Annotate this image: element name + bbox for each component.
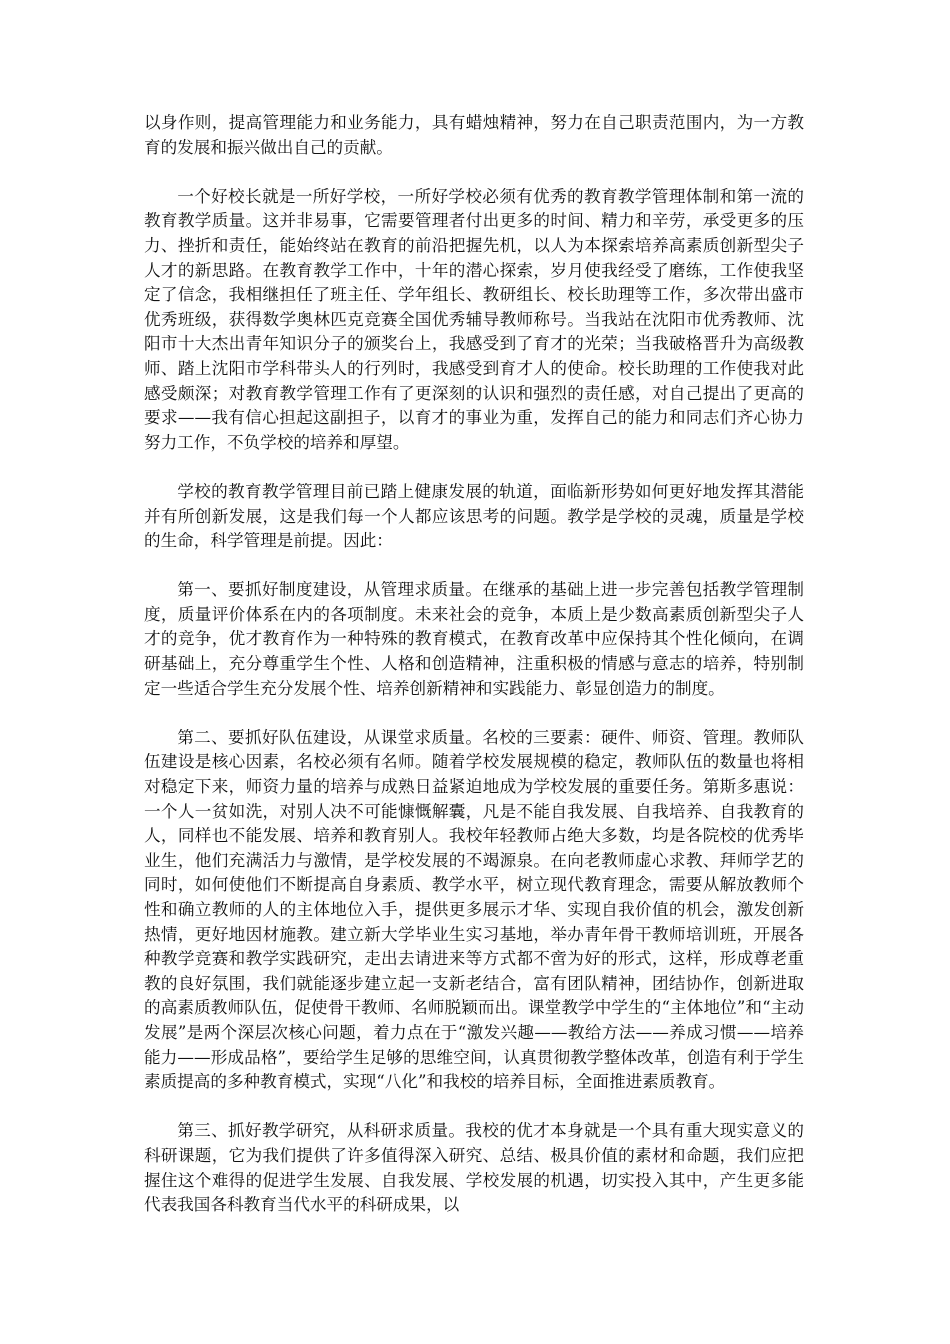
paragraph-5: 第二、要抓好队伍建设，从课堂求质量。名校的三要素：硬件、师资、管理。教师队伍建设是核心因素，名校必须有名师。随着学校发展规模的稳定，教师队伍的数量也将相对稳定下来，师资力量的培养与成熟日益紧迫地成为学校发展的重要任务。第斯多惠说：一个人一贫如洗，对别人决不可能慷慨解囊，凡是不能自我发展、自我培养、自我教育的人，同样也不能发展、培养和教育别人。我校年轻教师占绝大多数，均是各院校的优秀毕业生，他们充满活力与激情，是学校发展的不竭源泉。在向老教师虚心求教、拜师学艺的同时，如何使他们不断提高自身素质、教学水平，树立现代教育理念，需要从解放教师个性和确立教师的人的主体地位入手，提供更多展示才华、实现自我价值的机会，激发创新热情，更好地因材施教。建立新大学毕业生实习基地，举办青年骨干教师培训班，开展各种教学竞赛和教学实践研究，走出去请进来等方式都不啻为好的形式，这样，形成尊老重教的良好氛围，我们就能逐步建立起一支新老结合，富有团队精神，团结协作，创新进取的高素质教师队伍，促使骨干教师、名师脱颖而出。课堂教学中学生的“主体地位”和“主动发展”是两个深层次核心问题，着力点在于“激发兴趣——教给方法——养成习惯——培养能力——形成品格”，要给学生足够的思维空间，认真贯彻教学整体改革，创造有利于学生素质提高的多种教育模式，实现“八化”和我校的培养目标，全面推进素质教育。 [144,727,804,1092]
paragraph-4: 第一、要抓好制度建设，从管理求质量。在继承的基础上进一步完善包括教学管理制度，质量评价体系在内的各项制度。未来社会的竞争，本质上是少数高素质创新型尖子人才的竞争，优才教育作为一种特殊的教育模式，在教育改革中应保持其个性化倾向，在调研基础上，充分尊重学生个性、人格和创造精神，注重积极的情感与意志的培养，特别制定一些适合学生充分发展个性、培养创新精神和实践能力、彰显创造力的制度。 [144,580,804,698]
paragraph-2: 一个好校长就是一所好学校，一所好学校必须有优秀的教育教学管理体制和第一流的教育教学质量。这并非易事，它需要管理者付出更多的时间、精力和辛劳，承受更多的压力、挫折和责任，能始终站在教育的前沿把握先机，以人为本探索培养高素质创新型尖子人才的新思路。在教育教学工作中，十年的潜心探索，岁月使我经受了磨练，工作使我坚定了信念，我相继担任了班主任、学年组长、教研组长、校长助理等工作，多次带出盛市优秀班级，获得数学奥林匹克竞赛全国优秀辅导教师称号。当我站在沈阳市优秀教师、沈阳市十大杰出青年知识分子的颁奖台上，我感受到了育才的光荣；当我破格晋升为高级教师、踏上沈阳市学科带头人的行列时，我感受到育才人的使命。校长助理的工作使我对此感受颇深；对教育教学管理工作有了更深刻的认识和强烈的责任感，对自己提出了更高的要求——我有信心担起这副担子，以育才的事业为重，发挥自己的能力和同志们齐心协力努力工作，不负学校的培养和厚望。 [144,186,804,452]
document-page [144,111,804,1242]
paragraph-1: 以身作则，提高管理能力和业务能力，具有蜡烛精神，努力在自己职责范围内，为一方教育的发展和振兴做出自己的贡献。 [144,113,804,157]
paragraph-6: 第三、抓好教学研究，从科研求质量。我校的优才本身就是一个具有重大现实意义的科研课题，它为我们提供了许多值得深入研究、总结、极具价值的素材和命题，我们应把握住这个难得的促进学生发展、自我发展、学校发展的机遇，切实投入其中，产生更多能代表我国各科教育当代水平的科研成果，以 [144,1121,804,1215]
paragraph-3: 学校的教育教学管理目前已踏上健康发展的轨道，面临新形势如何更好地发挥其潜能并有所创新发展，这是我们每一个人都应该思考的问题。教学是学校的灵魂，质量是学校的生命，科学管理是前提。因此： [144,481,804,551]
